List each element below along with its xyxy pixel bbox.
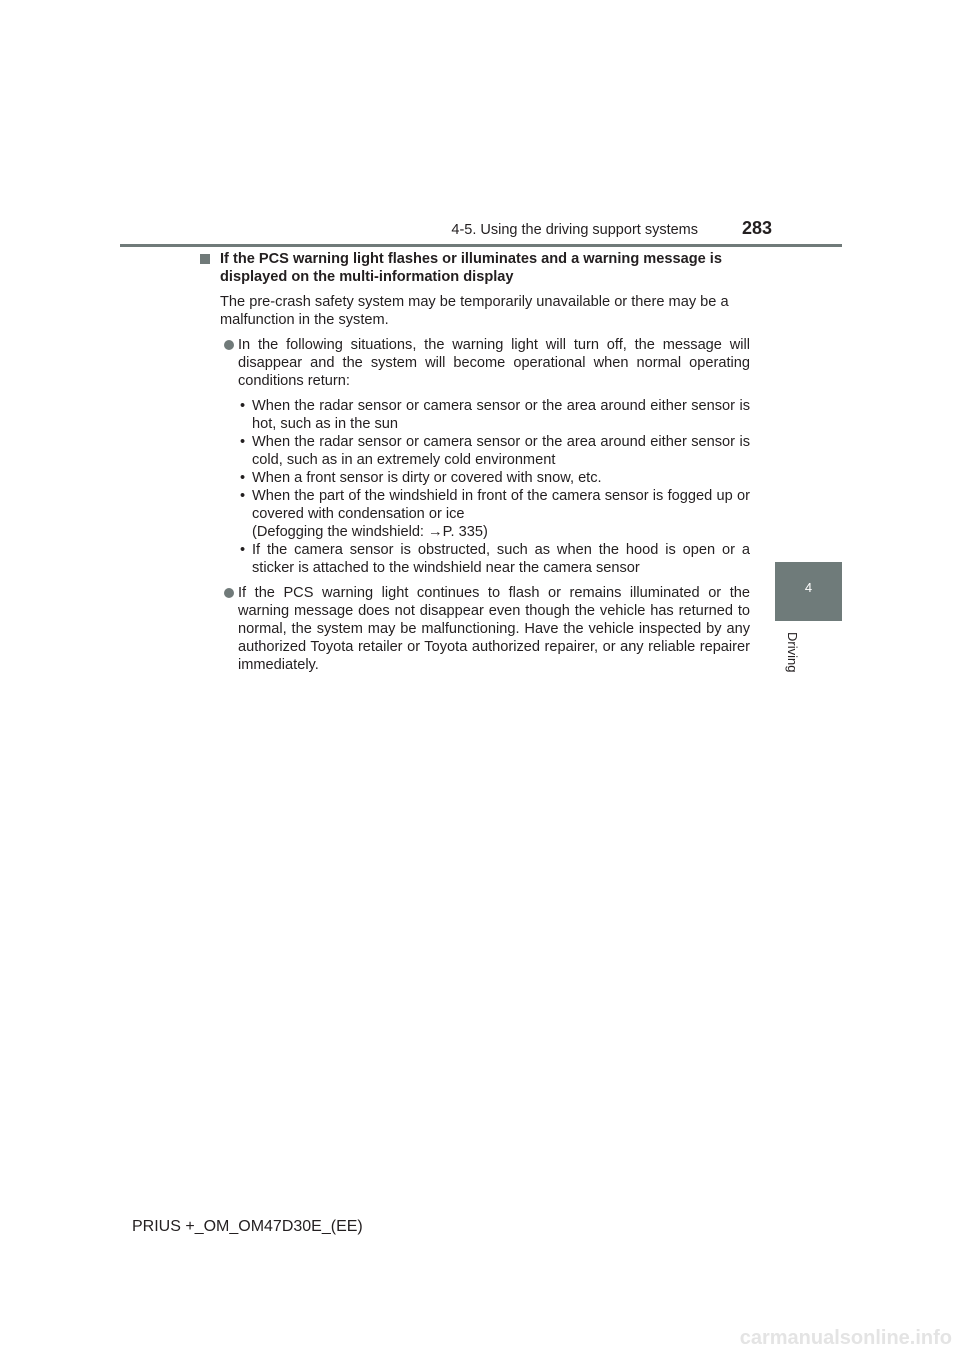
sub-list-item-text: When a front sensor is dirty or covered with snow, etc. [252, 470, 602, 486]
sub-list-item [238, 469, 750, 487]
chapter-label-text: Driving [785, 632, 800, 673]
dot-marker: • [240, 434, 246, 450]
sub-list-item [238, 541, 750, 577]
list-item-text: If the PCS warning light continues to flash or remains illuminated or the warning message does not disappear even though the vehicle has returned to normal, the system may be malfunctioning. Have the vehicle inspected by any authorized Toyota retailer or Toyota authorized repairer, or any reliable repairer immediately. [238, 585, 750, 673]
page-reference: (Defogging the windshield: →P. 335) [252, 524, 488, 540]
list-item-text: In the following situations, the warning light will turn off, the message will disappear and the system will become operational when normal operating conditions return: [238, 337, 750, 389]
circle-bullet-icon [224, 588, 234, 598]
dot-marker: • [240, 398, 246, 414]
main-content [196, 250, 750, 674]
sub-list-item-text: When the radar sensor or camera sensor or the area around either sensor is hot, such as in the sun [252, 398, 750, 432]
dot-marker: • [240, 470, 246, 486]
list-item [196, 336, 750, 390]
circle-bullet-icon [224, 340, 234, 350]
dot-marker: • [240, 542, 246, 558]
intro-paragraph: The pre-crash safety system may be temporarily unavailable or there may be a malfunction in the system. [220, 294, 729, 328]
list-item [196, 584, 750, 674]
page-number: 283 [741, 218, 772, 238]
chapter-label [781, 632, 801, 682]
page-header [120, 214, 840, 246]
square-bullet-icon [200, 254, 210, 264]
watermark: carmanualsonline.info [739, 1327, 952, 1349]
sub-list [196, 397, 750, 577]
section-title: 4-5. Using the driving support systems [451, 222, 698, 238]
sub-list-item-text: When the radar sensor or camera sensor or the area around either sensor is cold, such as in an extremely cold environment [252, 434, 750, 468]
dot-marker: • [240, 488, 246, 504]
sub-list-item [238, 487, 750, 541]
section-heading [196, 250, 750, 286]
header-divider [120, 244, 842, 247]
sub-list-item [238, 397, 750, 433]
sub-list-item-text: When the part of the windshield in front of the camera sensor is fogged up or covered with condensation or ice [252, 488, 750, 522]
section-heading-text: If the PCS warning light flashes or illuminates and a warning message is displayed on the multi-information display [220, 251, 722, 285]
sub-list-item-text: If the camera sensor is obstructed, such as when the hood is open or a sticker is attached to the windshield near the camera sensor [252, 542, 750, 576]
sub-list-item [238, 433, 750, 469]
chapter-tab [775, 562, 842, 621]
document-code: PRIUS +_OM_OM47D30E_(EE) [132, 1218, 363, 1235]
chapter-number: 4 [804, 580, 813, 595]
